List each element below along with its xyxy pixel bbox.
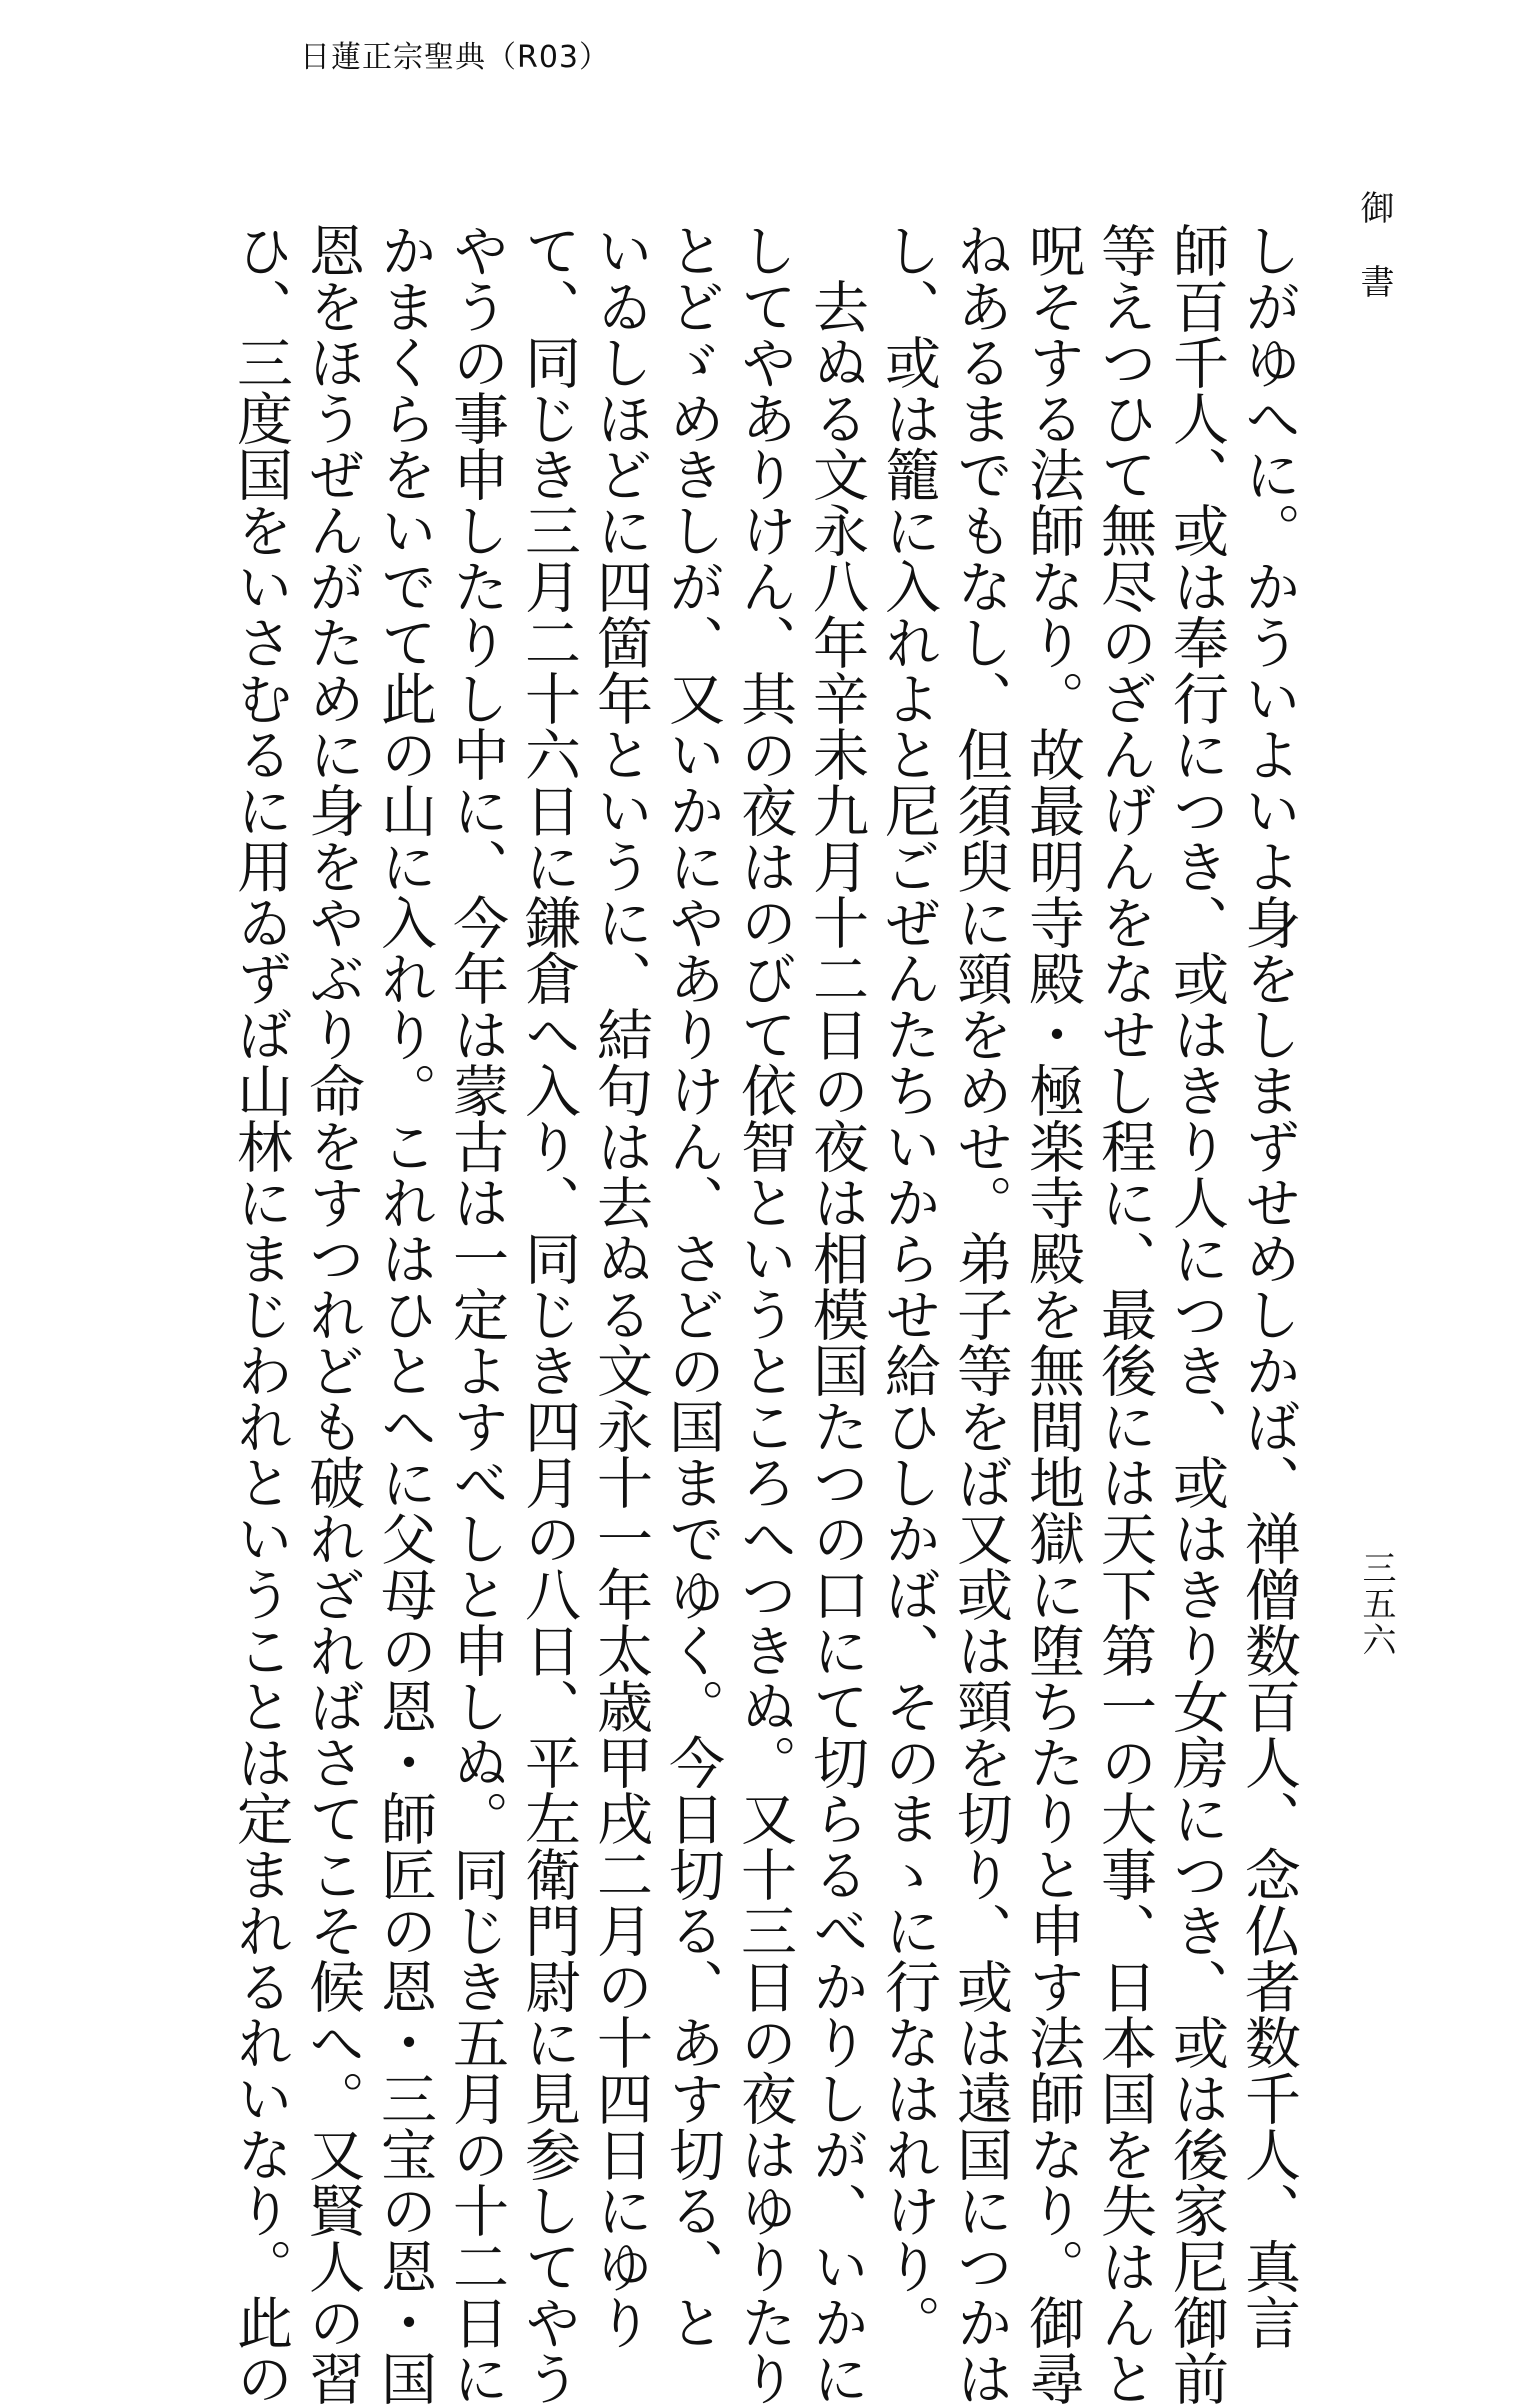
- text-line: とどゞめきしが、又いかにやありけん、さどの国までゆく。今日切る、あす切る、と: [660, 222, 725, 2350]
- text-line: 等えつひて無尽のざんげんをなせし程に、最後には天下第一の大事、日本国を失はんと: [1092, 222, 1157, 2406]
- text-line: いゐしほどに四箇年というに、結句は去ぬる文永十一年太歳甲戌二月の十四日にゆり: [588, 222, 653, 2350]
- text-line: かまくらをいでて此の山に入れり。これはひとへに父母の恩・師匠の恩・三宝の恩・国: [372, 222, 437, 2406]
- text-line: してやありけん、其の夜はのびて依智というところへつきぬ。又十三日の夜はゆりたり: [732, 222, 797, 2406]
- text-line: 師百千人、或は奉行につき、或はきり人につき、或はきり女房につき、或は後家尼御前: [1164, 222, 1229, 2406]
- document-title: 日蓮正宗聖典（R03）: [300, 40, 611, 75]
- page-number: 三五六: [1356, 1550, 1396, 1658]
- text-line: て、同じき三月二十六日に鎌倉へ入り、同じき四月の八日、平左衛門尉に見参してやう: [516, 222, 581, 2406]
- text-line: 去ぬる文永八年辛未九月十二日の夜は相模国たつの口にて切らるべかりしが、いかに: [804, 278, 869, 2406]
- text-line: ねあるまでもなし、但須臾に頸をめせ。弟子等をば又或は頸を切り、或は遠国につかは: [948, 222, 1013, 2406]
- text-line: 呪そする法師なり。故最明寺殿・極楽寺殿を無間地獄に堕ちたりと申す法師なり。御尋: [1020, 222, 1085, 2406]
- text-line: しがゆへに。かういよいよ身をしまずせめしかば、禅僧数百人、念仏者数千人、真言: [1236, 222, 1301, 2350]
- body-text: [224, 222, 1304, 2406]
- text-line: し、或は籠に入れよと尼ごぜんたちいからせ給ひしかば、そのまゝに行なはれけり。: [876, 222, 941, 2350]
- running-head: 御書: [1354, 190, 1394, 338]
- text-line: 恩をほうぜんがために身をやぶり命をすつれども破れざればさてこそ候へ。又賢人の習: [300, 222, 365, 2406]
- text-line: ひ、三度国をいさむるに用ゐずば山林にまじわれということは定まれるれいなり。此の: [228, 222, 293, 2406]
- text-line: やうの事申したりし中に、今年は蒙古は一定よすべしと申しぬ。同じき五月の十二日に: [444, 222, 509, 2406]
